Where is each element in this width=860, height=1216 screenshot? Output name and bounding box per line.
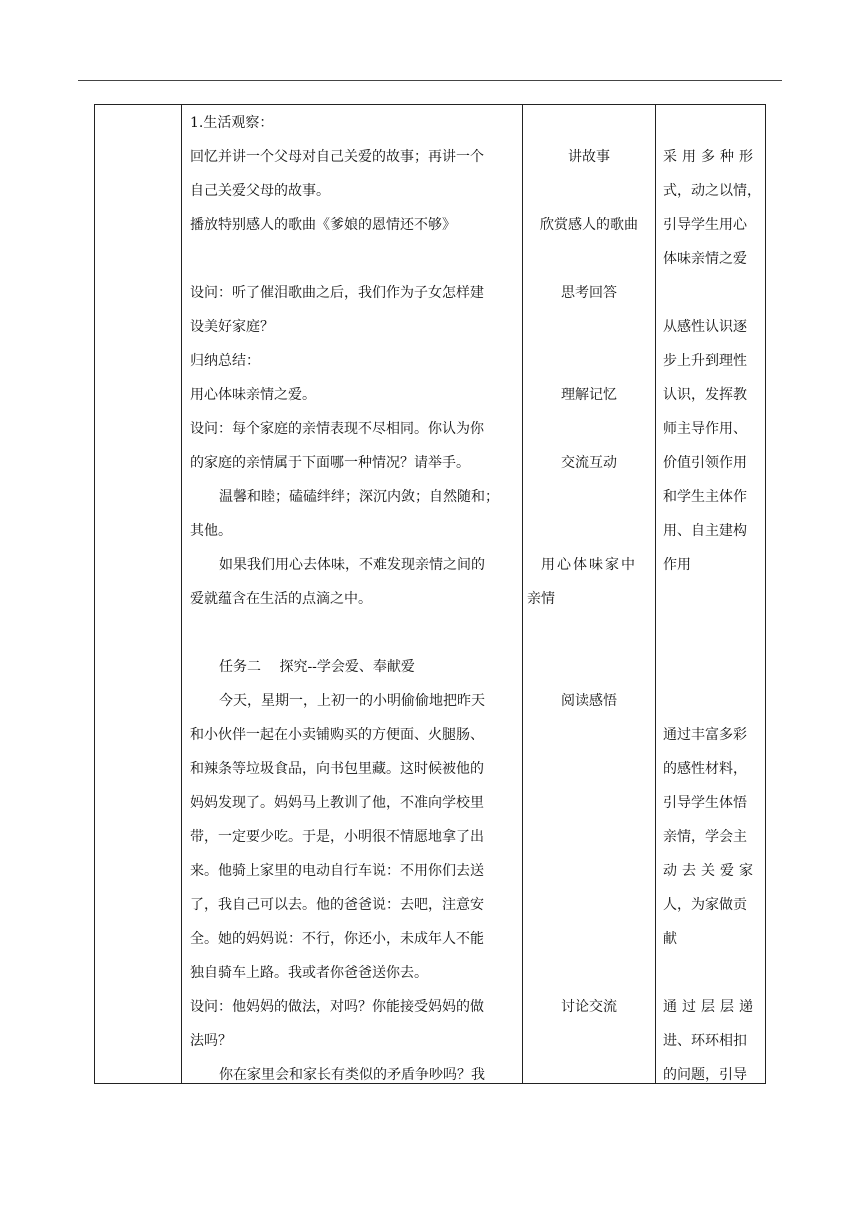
intent-line: 的感性材料， bbox=[663, 761, 747, 777]
content-line: 用心体味亲情之爱。 bbox=[190, 387, 316, 403]
intent-line: 和学生主体作 bbox=[663, 489, 747, 505]
content-line: 温馨和睦；磕磕绊绊；深沉内敛；自然随和； bbox=[219, 489, 499, 505]
intent-cell bbox=[663, 140, 763, 1092]
content-line: 1.生活观察： bbox=[190, 115, 274, 131]
activity-spacer bbox=[527, 786, 651, 820]
intent-line: 师主导作用、 bbox=[663, 421, 747, 437]
content-line: 爱就蕴含在生活的点滴之中。 bbox=[190, 591, 372, 607]
activity-cell bbox=[527, 140, 651, 1024]
content-line: 播放特别感人的歌曲《爹娘的恩情还不够》 bbox=[190, 217, 456, 233]
intent-line bbox=[663, 650, 763, 684]
intent-line: 通过丰富多彩 bbox=[663, 727, 747, 743]
activity-spacer bbox=[527, 718, 651, 752]
content-line: 了，我自己可以去。他的爸爸说：去吧，注意安 bbox=[190, 897, 484, 913]
activity-understand-remember: 理解记忆 bbox=[561, 387, 617, 403]
intent-line: 认识，发挥教 bbox=[663, 387, 747, 403]
intent-line: 动去关爱家 bbox=[663, 863, 758, 879]
intent-line: 献 bbox=[663, 931, 677, 947]
column-divider-2 bbox=[522, 105, 523, 1083]
intent-line bbox=[663, 582, 763, 616]
activity-spacer bbox=[527, 888, 651, 922]
intent-line bbox=[663, 684, 763, 718]
intent-line: 用、自主建构 bbox=[663, 523, 747, 539]
content-line: 法吗？ bbox=[190, 1033, 232, 1049]
content-line: 自己关爱父母的故事。 bbox=[190, 183, 330, 199]
content-line: 设问：听了催泪歌曲之后，我们作为子女怎样建 bbox=[190, 285, 484, 301]
content-line: 妈妈发现了。妈妈马上教训了他，不准向学校里 bbox=[190, 795, 484, 811]
activity-discuss: 讨论交流 bbox=[561, 999, 617, 1015]
content-line: 如果我们用心去体味，不难发现亲情之间的 bbox=[219, 557, 485, 573]
intent-line: 从感性认识逐 bbox=[663, 319, 747, 335]
intent-line: 价值引领作用 bbox=[663, 455, 747, 471]
activity-spacer bbox=[527, 922, 651, 956]
activity-feel-family-cont: 亲情 bbox=[527, 591, 555, 607]
intent-line bbox=[663, 276, 763, 310]
content-line: 设美好家庭？ bbox=[190, 319, 274, 335]
intent-line: 进、环环相扣 bbox=[663, 1033, 747, 1049]
activity-feel-family: 用心体味家中 bbox=[541, 557, 637, 573]
content-line: 归纳总结： bbox=[190, 353, 260, 369]
intent-line: 引导学生用心 bbox=[663, 217, 747, 233]
intent-line: 体味亲情之爱 bbox=[663, 251, 747, 267]
intent-line: 引导学生体悟 bbox=[663, 795, 747, 811]
content-line: 设问：他妈妈的做法，对吗？你能接受妈妈的做 bbox=[190, 999, 484, 1015]
activity-spacer bbox=[527, 752, 651, 786]
activity-spacer bbox=[527, 242, 651, 276]
intent-line: 的问题，引导 bbox=[663, 1067, 747, 1083]
content-line: 带，一定要少吃。于是，小明很不情愿地拿了出 bbox=[190, 829, 484, 845]
content-line: 回忆并讲一个父母对自己关爱的故事；再讲一个 bbox=[190, 149, 484, 165]
content-line: 的家庭的亲情属于下面哪一种情况？请举手。 bbox=[190, 455, 470, 471]
activity-communicate: 交流互动 bbox=[561, 455, 617, 471]
content-line: 来。他骑上家里的电动自行车说：不用你们去送 bbox=[190, 863, 484, 879]
content-line: 和小伙伴一起在小卖铺购买的方便面、火腿肠、 bbox=[190, 727, 484, 743]
lesson-table bbox=[94, 104, 766, 1084]
intent-line: 步上升到理性 bbox=[663, 353, 747, 369]
content-line: 和辣条等垃圾食品，向书包里藏。这时候被他的 bbox=[190, 761, 484, 777]
content-line: 你在家里会和家长有类似的矛盾争吵吗？我 bbox=[219, 1067, 485, 1083]
intent-line: 作用 bbox=[663, 557, 691, 573]
intent-line: 人，为家做贡 bbox=[663, 897, 747, 913]
content-line: 全。她的妈妈说：不行，你还小，未成年人不能 bbox=[190, 931, 484, 947]
activity-spacer bbox=[527, 820, 651, 854]
activity-spacer bbox=[527, 650, 651, 684]
content-line bbox=[190, 616, 520, 650]
intent-line: 通过层层递 bbox=[663, 999, 758, 1015]
activity-read-feel: 阅读感悟 bbox=[561, 693, 617, 709]
activity-spacer bbox=[527, 854, 651, 888]
intent-line: 采用多种形 bbox=[663, 149, 758, 165]
content-line: 其他。 bbox=[190, 523, 232, 539]
activity-think-answer: 思考回答 bbox=[561, 285, 617, 301]
task-heading: 任务二 探究--学会爱、奉献爱 bbox=[219, 659, 415, 675]
content-line: 今天，星期一，上初一的小明偷偷地把昨天 bbox=[219, 693, 485, 709]
activity-spacer bbox=[527, 480, 651, 514]
column-divider-1 bbox=[181, 105, 182, 1083]
activity-spacer bbox=[527, 616, 651, 650]
content-line: 设问：每个家庭的亲情表现不尽相同。你认为你 bbox=[190, 421, 484, 437]
activity-spacer bbox=[527, 174, 651, 208]
content-line: 独自骑车上路。我或者你爸爸送你去。 bbox=[190, 965, 428, 981]
intent-line: 式，动之以情， bbox=[663, 183, 761, 199]
intent-line bbox=[663, 956, 763, 990]
activity-spacer bbox=[527, 514, 651, 548]
activity-spacer bbox=[527, 344, 651, 378]
activity-enjoy-song: 欣赏感人的歌曲 bbox=[540, 217, 638, 233]
header-rule bbox=[78, 80, 782, 81]
activity-tell-story: 讲故事 bbox=[568, 149, 610, 165]
intent-line: 亲情，学会主 bbox=[663, 829, 747, 845]
activity-spacer bbox=[527, 412, 651, 446]
activity-spacer bbox=[527, 310, 651, 344]
content-cell bbox=[190, 106, 520, 1092]
activity-spacer bbox=[527, 956, 651, 990]
content-line bbox=[190, 242, 520, 276]
column-divider-3 bbox=[655, 105, 656, 1083]
intent-line bbox=[663, 616, 763, 650]
